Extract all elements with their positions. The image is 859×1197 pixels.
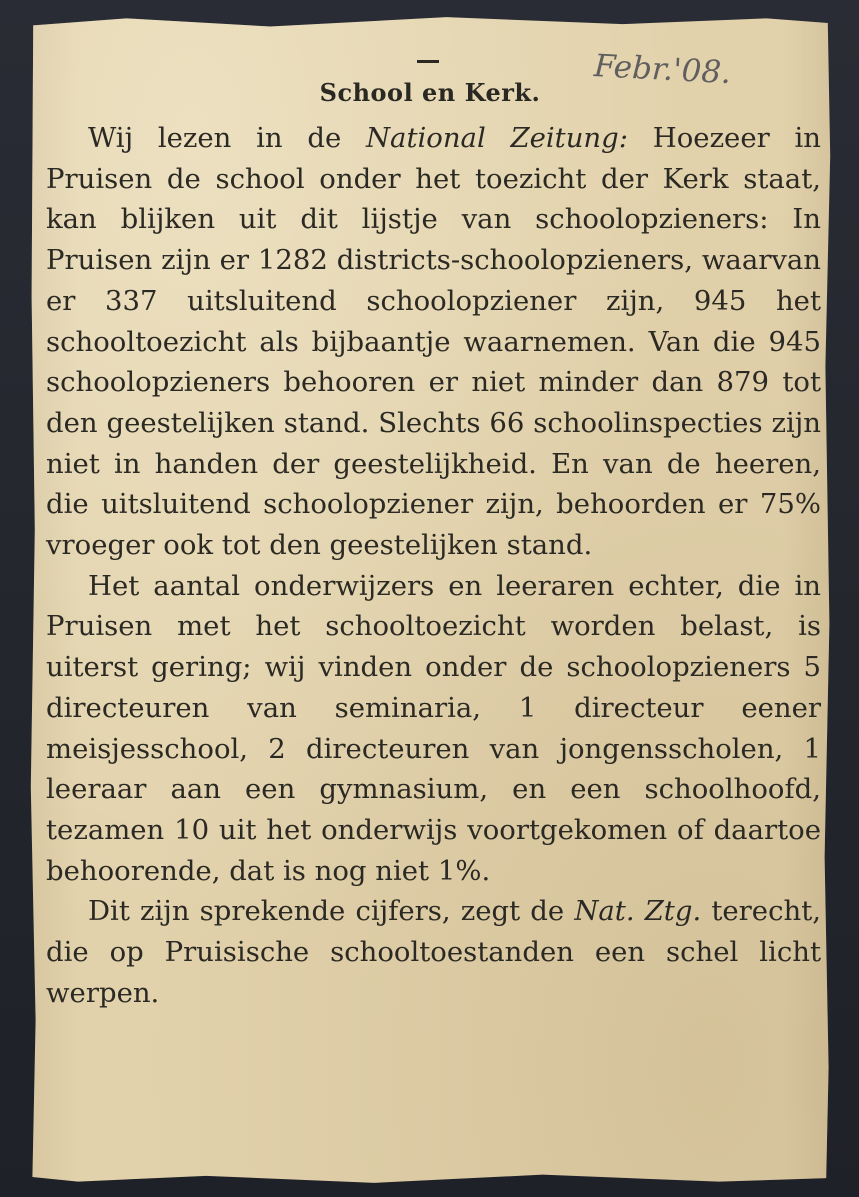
paragraph-1 [46,118,821,566]
title-dash-ornament [417,60,439,63]
paragraph-1-text: Hoezeer in Pruisen de school onder het toezicht der Kerk staat, kan blijken uit dit lijstje van schoolopzieners: In Pruisen zijn er 1282 districts-schoolopzieners, waarvan er 337 uitsluitend schoolopziener zijn, 945 het schooltoezicht als bijbaantje waarnemen. Van die 945 schoolopzieners behooren er niet minder dan 879 tot den geestelijken stand. Slechts 66 schoolinspecties zijn niet in handen der geestelijkheid. En van de heeren, die uitsluitend schoolopziener zijn, behoorden er 75% vroeger ook tot den geestelijken stand. [46,122,821,562]
source-name-national-zeitung: National Zeitung: [365,122,629,154]
paragraph-1-intro: Wij lezen in de [88,122,366,154]
paragraph-3-intro: Dit zijn sprekende cijfers, zegt de [88,895,575,928]
article-body [46,118,821,1013]
article-title: School en Kerk. [319,78,541,107]
source-name-nat-ztg: Nat. Ztg. [574,895,702,928]
paragraph-3-text: terecht, die op Pruisische schooltoestanden een schel licht werpen. [46,895,821,1009]
paragraph-3 [46,891,821,1013]
paragraph-2: Het aantal onderwijzers en leeraren echter, die in Pruisen met het schooltoezicht worden belast, is uiterst gering; wij vinden onder de schoolopzieners 5 directeuren van seminaria, 1 directeur eener meisjesschool, 2 directeuren van jongensscholen, 1 leeraar aan een gymnasium, en een schoolhoofd, tezamen 10 uit het onderwijs voortgekomen of daartoe behoorende, dat is nog niet 1%. [46,569,821,887]
handwritten-date-note: Febr.'08. [593,48,732,92]
